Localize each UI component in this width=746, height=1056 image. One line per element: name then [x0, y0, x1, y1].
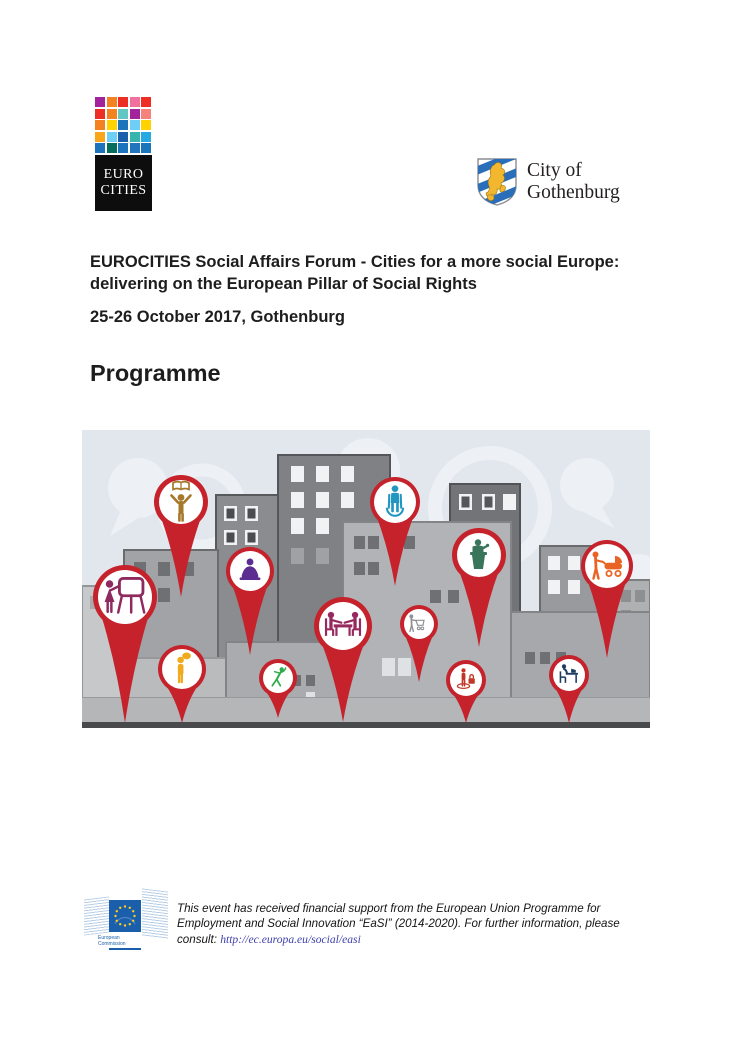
ec-flag-waves-left	[84, 896, 109, 935]
funding-note	[177, 901, 655, 948]
city-illustration	[82, 430, 650, 728]
gothenburg-logo	[476, 157, 620, 207]
eurocities-word-line2: CITIES	[100, 183, 147, 199]
logo-square	[130, 132, 140, 142]
logo-square	[118, 143, 128, 153]
logo-square	[95, 97, 105, 107]
event-title-line2: delivering on the European Pillar of Social Rights	[90, 274, 477, 293]
logo-square	[130, 143, 140, 153]
logo-square	[95, 120, 105, 130]
logo-square	[107, 120, 117, 130]
ec-label	[98, 936, 158, 947]
event-title-line1: EUROCITIES Social Affairs Forum - Cities for a more social Europe:	[90, 253, 620, 271]
eurocities-color-grid	[95, 97, 152, 153]
logo-square	[130, 97, 140, 107]
easi-link[interactable]: http://ec.europa.eu/social/easi	[220, 932, 361, 946]
european-commission-logo	[84, 888, 172, 950]
logo-square	[107, 132, 117, 142]
event-date: 25-26 October 2017, Gothenburg	[90, 308, 345, 326]
funding-note-line1: This event has received financial support from the European Union Programme for	[177, 901, 601, 915]
ec-label-line2: Commission	[98, 940, 126, 947]
logo-square	[95, 132, 105, 142]
logo-square	[141, 132, 151, 142]
funding-note-line2: Employment and Social Innovation “EaSI” (2014-2020). For further information, please	[177, 917, 620, 931]
logo-square	[95, 143, 105, 153]
logo-square	[118, 97, 128, 107]
eurocities-wordmark	[95, 155, 152, 211]
logo-square	[107, 143, 117, 153]
eu-flag-icon	[109, 900, 141, 932]
logo-square	[130, 120, 140, 130]
logo-square	[107, 97, 117, 107]
logo-square	[107, 109, 117, 119]
ec-label-line1: European	[98, 935, 120, 941]
logo-square	[141, 143, 151, 153]
logo-square	[141, 109, 151, 119]
programme-heading: Programme	[90, 360, 221, 386]
event-title	[90, 252, 690, 295]
logo-square	[95, 109, 105, 119]
logo-square	[141, 120, 151, 130]
gothenburg-word-line1: City of	[527, 160, 582, 181]
gothenburg-word-line2: Gothenburg	[527, 182, 620, 203]
ec-underline-bar	[109, 948, 141, 950]
funding-note-line3-prefix: consult:	[177, 932, 221, 946]
logo-square	[130, 109, 140, 119]
gothenburg-wordmark	[527, 160, 620, 204]
eurocities-logo	[95, 97, 152, 211]
eurocities-word-line1: EURO	[103, 167, 144, 183]
logo-square	[118, 109, 128, 119]
logo-square	[118, 120, 128, 130]
ec-flag-waves-right	[142, 888, 168, 939]
gothenburg-crest-icon	[476, 157, 518, 207]
logo-square	[118, 132, 128, 142]
logo-square	[141, 97, 151, 107]
